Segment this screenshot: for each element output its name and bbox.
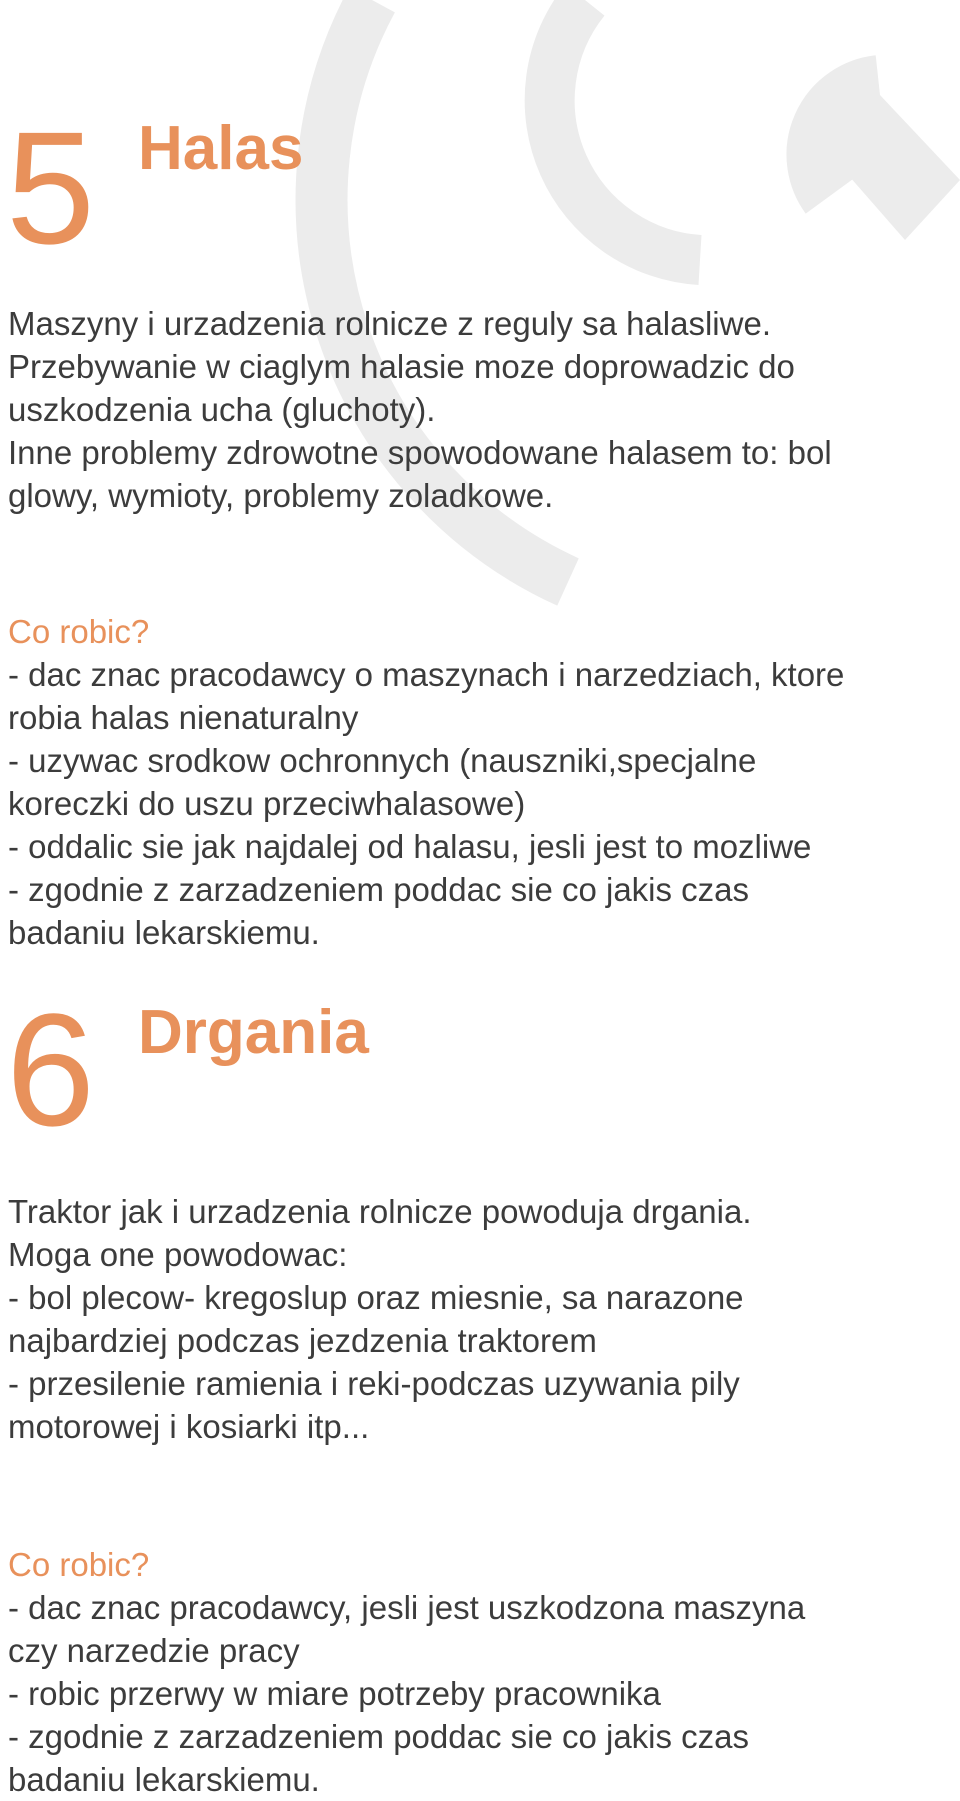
intro-line: uszkodzenia ucha (gluchoty). bbox=[8, 391, 436, 428]
section-intro bbox=[8, 1190, 948, 1448]
list-item: badaniu lekarskiemu. bbox=[8, 914, 320, 951]
what-to-do-heading: Co robic? bbox=[8, 613, 150, 650]
intro-line: motorowej i kosiarki itp... bbox=[8, 1408, 370, 1445]
intro-line: - bol plecow- kregoslup oraz miesnie, sa narazone bbox=[8, 1279, 744, 1316]
intro-line: Inne problemy zdrowotne spowodowane halasem to: bol bbox=[8, 434, 832, 471]
list-item: robia halas nienaturalny bbox=[8, 699, 359, 736]
list-item: - uzywac srodkow ochronnych (nauszniki,specjalne bbox=[8, 742, 757, 779]
section-intro bbox=[8, 302, 948, 517]
intro-line: - przesilenie ramienia i reki-podczas uzywania pily bbox=[8, 1365, 740, 1402]
list-item: - dac znac pracodawcy o maszynach i narzedziach, ktore bbox=[8, 656, 845, 693]
intro-line: Traktor jak i urzadzenia rolnicze powoduja drgania. bbox=[8, 1193, 752, 1230]
list-item: - zgodnie z zarzadzeniem poddac sie co jakis czas bbox=[8, 871, 750, 908]
what-to-do-list bbox=[8, 1586, 948, 1801]
list-item: czy narzedzie pracy bbox=[8, 1632, 300, 1669]
section-number: 6 bbox=[6, 980, 91, 1159]
intro-line: najbardziej podczas jezdzenia traktorem bbox=[8, 1322, 597, 1359]
intro-line: Maszyny i urzadzenia rolnicze z reguly sa halasliwe. bbox=[8, 305, 771, 342]
intro-line: Moga one powodowac: bbox=[8, 1236, 348, 1273]
section-title: Drgania bbox=[138, 998, 369, 1067]
list-item: koreczki do uszu przeciwhalasowe) bbox=[8, 785, 526, 822]
list-item: - zgodnie z zarzadzeniem poddac sie co jakis czas bbox=[8, 1718, 750, 1755]
what-to-do-heading: Co robic? bbox=[8, 1546, 150, 1583]
list-item: badaniu lekarskiemu. bbox=[8, 1761, 320, 1798]
section-number: 5 bbox=[6, 98, 91, 277]
list-item: - dac znac pracodawcy, jesli jest uszkodzona maszyna bbox=[8, 1589, 806, 1626]
list-item: - robic przerwy w miare potrzeby pracownika bbox=[8, 1675, 661, 1712]
section-title: Halas bbox=[138, 114, 304, 183]
list-item: - oddalic sie jak najdalej od halasu, jesli jest to mozliwe bbox=[8, 828, 812, 865]
what-to-do-list bbox=[8, 653, 948, 954]
intro-line: Przebywanie w ciaglym halasie moze doprowadzic do bbox=[8, 348, 795, 385]
intro-line: glowy, wymioty, problemy zoladkowe. bbox=[8, 477, 554, 514]
